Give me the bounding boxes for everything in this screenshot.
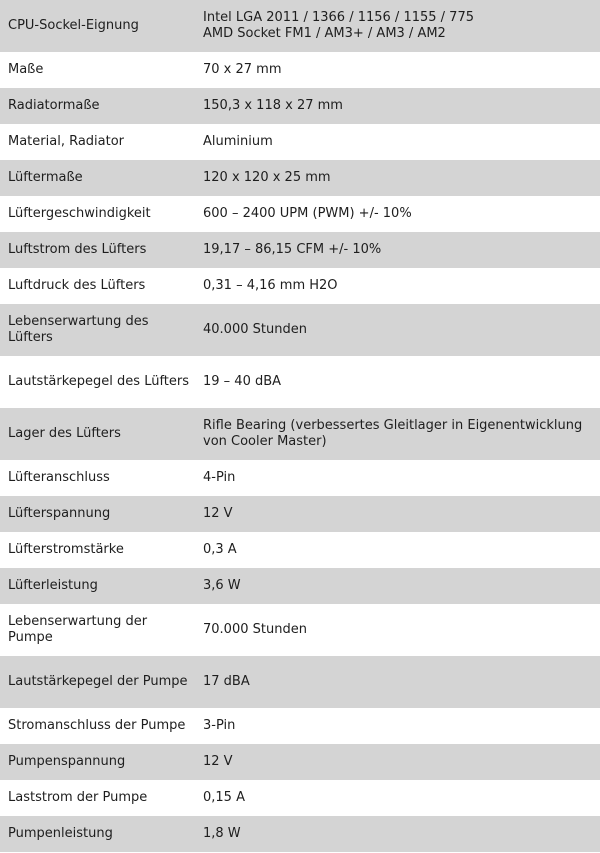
spec-value-line: Rifle Bearing (verbessertes Gleitlager in Eigenentwicklung bbox=[203, 418, 583, 433]
spec-value bbox=[197, 408, 600, 460]
spec-value: 19,17 – 86,15 CFM +/- 10% bbox=[197, 232, 600, 268]
spec-row-cpu-socket bbox=[0, 0, 600, 52]
spec-value: 12 V bbox=[197, 496, 600, 532]
spec-value-line: Intel LGA 2011 / 1366 / 1156 / 1155 / 775 bbox=[203, 10, 474, 25]
spec-label: CPU-Sockel-Eignung bbox=[0, 0, 197, 52]
spec-label: Lüftergeschwindigkeit bbox=[0, 196, 197, 232]
spec-row-fan-current bbox=[0, 532, 600, 568]
spec-value: 0,31 – 4,16 mm H2O bbox=[197, 268, 600, 304]
spec-value: 120 x 120 x 25 mm bbox=[197, 160, 600, 196]
spec-value: 70.000 Stunden bbox=[197, 604, 600, 656]
spec-label: Lüftermaße bbox=[0, 160, 197, 196]
spec-value: 17 dBA bbox=[197, 656, 600, 708]
spec-label: Luftstrom des Lüfters bbox=[0, 232, 197, 268]
spec-label: Stromanschluss der Pumpe bbox=[0, 708, 197, 744]
spec-value-line: von Cooler Master) bbox=[203, 434, 327, 449]
spec-row-pump-noise bbox=[0, 656, 600, 708]
spec-row-fan-connector bbox=[0, 460, 600, 496]
spec-value: 150,3 x 118 x 27 mm bbox=[197, 88, 600, 124]
spec-row-pump-connector bbox=[0, 708, 600, 744]
spec-label: Pumpenspannung bbox=[0, 744, 197, 780]
spec-row-fan-noise bbox=[0, 356, 600, 408]
spec-label: Maße bbox=[0, 52, 197, 88]
spec-row-fan-power bbox=[0, 568, 600, 604]
spec-row-pump-voltage bbox=[0, 744, 600, 780]
spec-label: Pumpenleistung bbox=[0, 816, 197, 852]
spec-row-fan-voltage bbox=[0, 496, 600, 532]
spec-label: Laststrom der Pumpe bbox=[0, 780, 197, 816]
spec-value: 600 – 2400 UPM (PWM) +/- 10% bbox=[197, 196, 600, 232]
spec-value: 0,15 A bbox=[197, 780, 600, 816]
spec-label: Lüfterstromstärke bbox=[0, 532, 197, 568]
spec-label: Lüfterleistung bbox=[0, 568, 197, 604]
spec-label: Lüfterspannung bbox=[0, 496, 197, 532]
spec-value: Aluminium bbox=[197, 124, 600, 160]
spec-value: 3,6 W bbox=[197, 568, 600, 604]
spec-row-fan-bearing bbox=[0, 408, 600, 460]
spec-value: 40.000 Stunden bbox=[197, 304, 600, 356]
spec-label: Radiatormaße bbox=[0, 88, 197, 124]
spec-label: Material, Radiator bbox=[0, 124, 197, 160]
spec-row-fan-dimensions bbox=[0, 160, 600, 196]
spec-row-fan-speed bbox=[0, 196, 600, 232]
spec-row-dimensions bbox=[0, 52, 600, 88]
spec-value: 0,3 A bbox=[197, 532, 600, 568]
spec-value: 1,8 W bbox=[197, 816, 600, 852]
spec-row-radiator-dimensions bbox=[0, 88, 600, 124]
spec-row-pump-life bbox=[0, 604, 600, 656]
spec-row-fan-airflow bbox=[0, 232, 600, 268]
spec-row-pump-power bbox=[0, 816, 600, 852]
spec-label: Lüfteranschluss bbox=[0, 460, 197, 496]
spec-value: 19 – 40 dBA bbox=[197, 356, 600, 408]
spec-value: 70 x 27 mm bbox=[197, 52, 600, 88]
spec-value bbox=[197, 0, 600, 52]
spec-value: 12 V bbox=[197, 744, 600, 780]
spec-label: Lebenserwartung der Pumpe bbox=[0, 604, 197, 656]
spec-row-radiator-material bbox=[0, 124, 600, 160]
spec-label: Luftdruck des Lüfters bbox=[0, 268, 197, 304]
spec-value: 4-Pin bbox=[197, 460, 600, 496]
spec-label: Lautstärkepegel des Lüfters bbox=[0, 356, 197, 408]
spec-label: Lebenserwartung des Lüfters bbox=[0, 304, 197, 356]
spec-row-fan-life bbox=[0, 304, 600, 356]
spec-row-pump-current bbox=[0, 780, 600, 816]
spec-value: 3-Pin bbox=[197, 708, 600, 744]
spec-label: Lager des Lüfters bbox=[0, 408, 197, 460]
spec-row-fan-pressure bbox=[0, 268, 600, 304]
spec-label: Lautstärkepegel der Pumpe bbox=[0, 656, 197, 708]
spec-value-line: AMD Socket FM1 / AM3+ / AM3 / AM2 bbox=[203, 26, 446, 41]
